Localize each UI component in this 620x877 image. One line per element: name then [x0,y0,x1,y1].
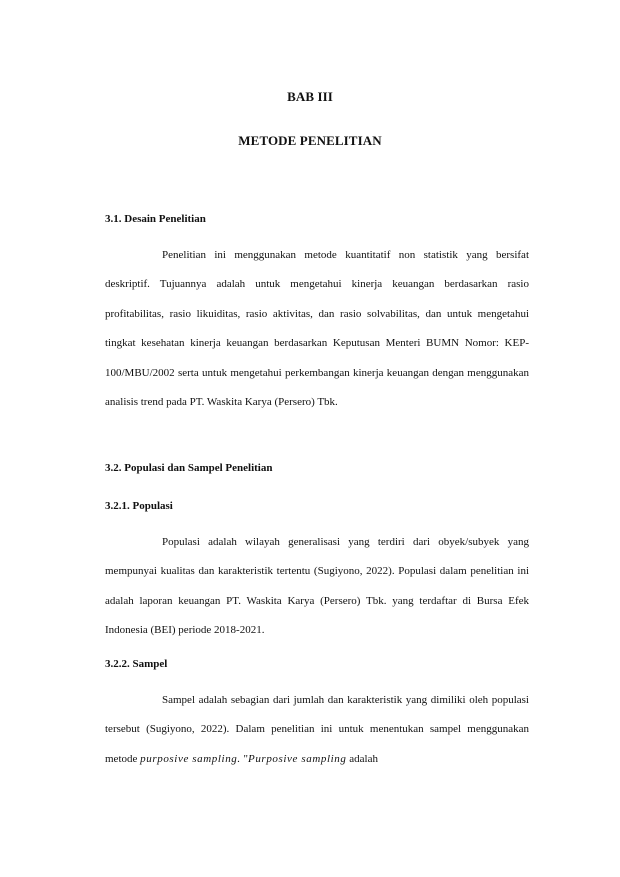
paragraph-text: " [240,752,249,765]
section-heading-3-2-1: 3.2.1. Populasi [105,500,173,512]
section-heading-3-2: 3.2. Populasi dan Sampel Penelitian [105,462,273,474]
chapter-subtitle: METODE PENELITIAN [238,133,382,148]
paragraph-text: adalah [346,752,378,765]
chapter-title: BAB III [287,89,333,104]
italic-term: purposive sampling. [140,752,241,765]
section-paragraph-3-2-1: Populasi adalah wilayah generalisasi yang terdiri dari obyek/subyek yang mempunyai kualitas dan karakteristik tertentu (Sugiyono, 2022). Populasi dalam penelitian ini adalah laporan keuangan PT. Waskita Karya (Persero) Tbk. yang terdaftar di Bursa Efek Indonesia (BEI) periode 2018-2021. [105,536,529,637]
section-paragraph-3-2-2 [105,686,529,774]
section-paragraph-3-1: Penelitian ini menggunakan metode kuantitatif non statistik yang bersifat deskriptif. Tujuannya adalah untuk mengetahui kinerja keuangan berdasarkan rasio profitabilitas, rasio likuiditas, rasio aktivitas, dan rasio solvabilitas, dan untuk mengetahui tingkat kesehatan kinerja keuangan berdasarkan Keputusan Menteri BUMN Nomor: KEP-100/MBU/2002 serta untuk mengetahui perkembangan kinerja keuangan dengan menggunakan analisis trend pada PT. Waskita Karya (Persero) Tbk. [105,249,529,409]
section-heading-3-2-2: 3.2.2. Sampel [105,658,168,670]
italic-term: Purposive sampling [248,752,347,765]
section-heading-3-1: 3.1. Desain Penelitian [105,213,206,225]
paragraph-text: Sampel adalah sebagian dari jumlah dan karakteristik yang dimiliki oleh populasi tersebut (Sugiyono, 2022). Dalam penelitian ini untuk menentukan sampel menggunakan metode [105,694,529,765]
